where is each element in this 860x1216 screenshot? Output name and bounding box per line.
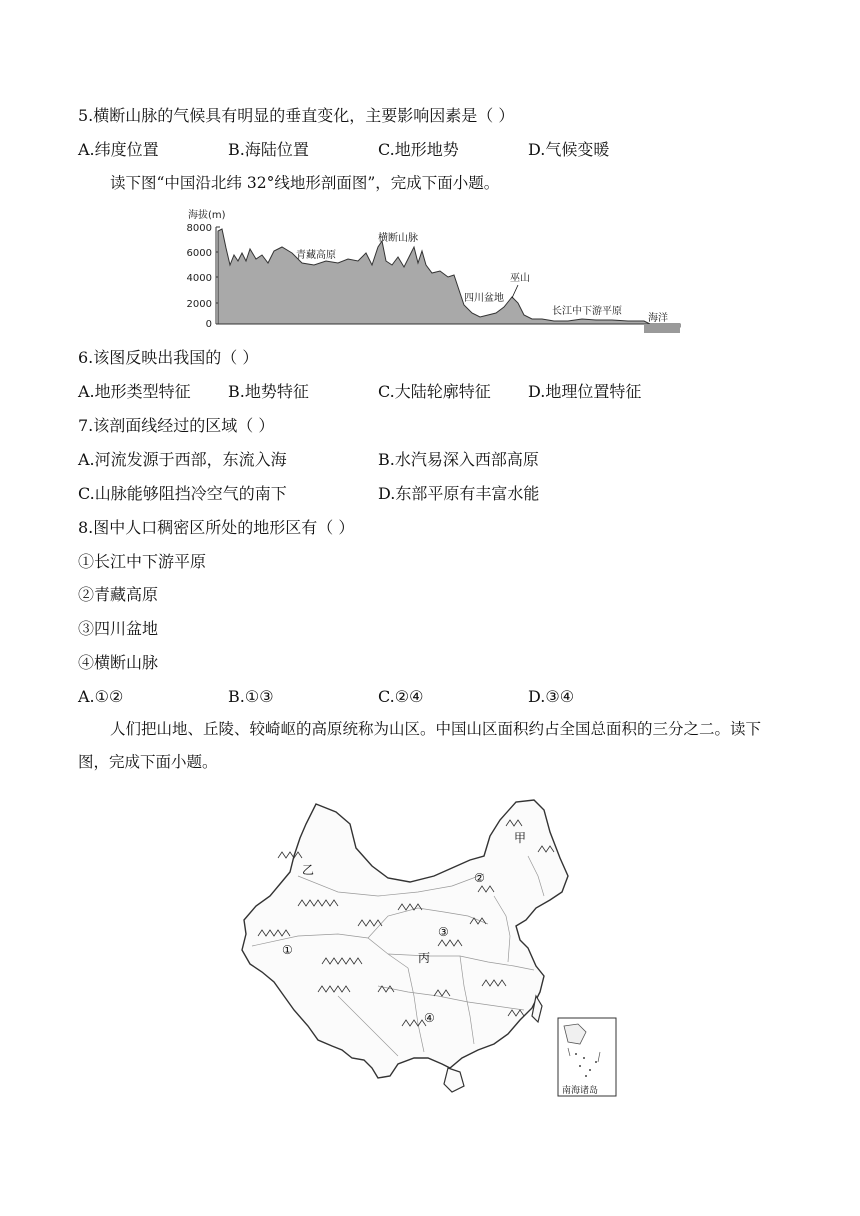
- intro-mountain-map: 人们把山地、丘陵、较崎岖的高原统称为山区。中国山区面积约占全国总面积的三分之二。读下图，完成下面小题。: [78, 720, 762, 771]
- q7-option-c: C.山脉能够阻挡冷空气的南下: [78, 484, 287, 503]
- q5-option-d: D.气候变暖: [528, 140, 610, 159]
- q6-option-d: D.地理位置特征: [528, 382, 642, 401]
- map-label-region-1: ①: [282, 943, 293, 957]
- q7-stem: 7.该剖面线经过的区域（ ）: [78, 416, 275, 435]
- q8-item-4: ④横断山脉: [78, 653, 159, 672]
- china-mountain-map: [238, 796, 622, 1100]
- profile-ytick-8000: 8000: [186, 223, 212, 234]
- q5-option-c: C.地形地势: [378, 140, 459, 159]
- q6-option-b: B.地势特征: [228, 382, 309, 401]
- terrain-profile-figure: [182, 203, 682, 335]
- q6-stem: 6.该图反映出我国的（ ）: [78, 348, 259, 367]
- label-yangtze-plain: 长江中下游平原: [552, 306, 622, 317]
- label-hengduan: 横断山脉: [378, 233, 418, 244]
- q8-item-3: ③四川盆地: [78, 619, 159, 638]
- south-china-sea-inset: [558, 1018, 616, 1096]
- q8-stem: 8.图中人口稠密区所处的地形区有（ ）: [78, 518, 355, 537]
- intro-profile: 读下图“中国沿北纬 32°线地形剖面图”，完成下面小题。: [110, 174, 500, 192]
- q8-option-b: B.①③: [228, 687, 274, 706]
- map-label-region-3: ③: [438, 925, 449, 939]
- q5-option-a: A.纬度位置: [78, 140, 159, 159]
- label-wushan: 巫山: [510, 273, 530, 284]
- q7-option-b: B.水汽易深入西部高原: [378, 450, 539, 469]
- q8-option-a: A.①②: [78, 687, 124, 706]
- hainan-island: [444, 1068, 464, 1092]
- q8-option-d: D.③④: [528, 687, 575, 706]
- inset-label: 南海诸岛: [562, 1086, 599, 1096]
- q8-item-2: ②青藏高原: [78, 585, 159, 604]
- q7-option-d: D.东部平原有丰富水能: [378, 484, 540, 503]
- q6-option-a: A.地形类型特征: [78, 382, 191, 401]
- q5-stem: 5.横断山脉的气候具有明显的垂直变化，主要影响因素是（ ）: [78, 106, 515, 125]
- label-qinghai-tibet: 青藏高原: [296, 250, 336, 261]
- q6-option-c: C.大陆轮廓特征: [378, 382, 491, 401]
- q8-option-c: C.②④: [378, 687, 424, 706]
- profile-ylabel: 海拔(m): [188, 210, 226, 221]
- profile-ytick-2000: 2000: [186, 299, 212, 310]
- q8-item-1: ①长江中下游平原: [78, 552, 207, 571]
- label-sea: 海洋: [648, 313, 668, 324]
- label-sichuan: 四川盆地: [464, 293, 504, 304]
- map-label-region-2: ②: [474, 871, 485, 885]
- profile-ytick-6000: 6000: [186, 248, 212, 259]
- map-label-bing: 丙: [418, 951, 431, 965]
- profile-ytick-4000: 4000: [186, 273, 212, 284]
- map-label-region-4: ④: [424, 1011, 435, 1025]
- map-label-jia: 甲: [514, 831, 527, 845]
- q7-option-a: A.河流发源于西部，东流入海: [78, 450, 287, 469]
- profile-ytick-0: 0: [205, 319, 212, 330]
- sea-strip: [644, 324, 680, 333]
- q5-option-b: B.海陆位置: [228, 140, 309, 159]
- map-label-yi: 乙: [302, 863, 315, 877]
